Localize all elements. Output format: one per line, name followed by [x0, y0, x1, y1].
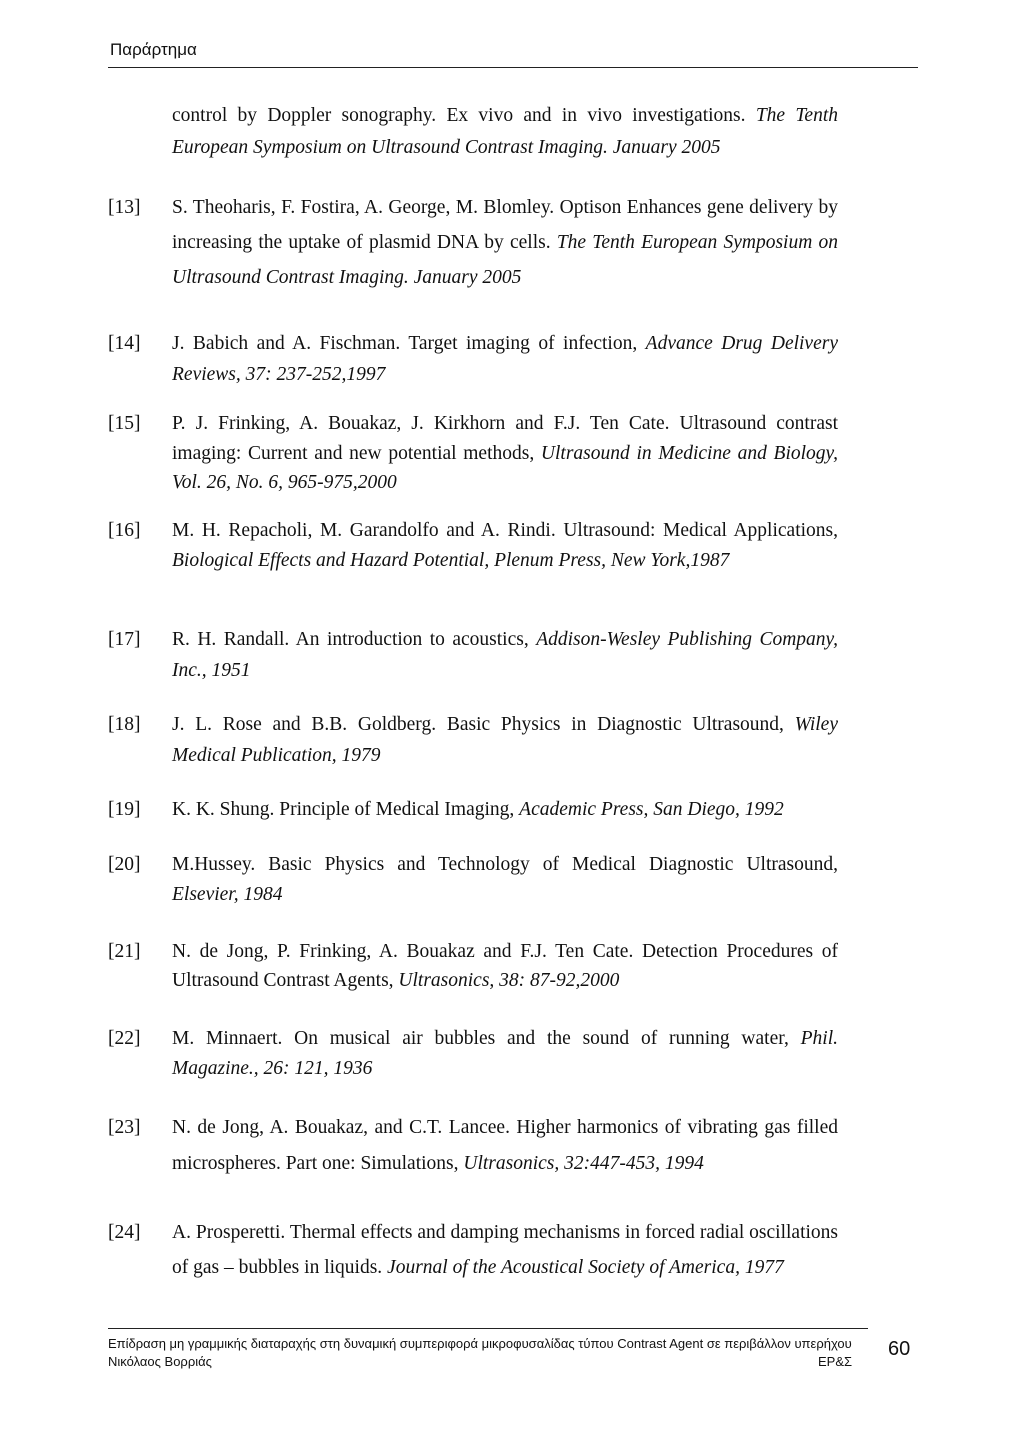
reference-number: [13] — [108, 197, 141, 218]
footer-author: Νικόλαος Βορριάς — [108, 1354, 212, 1369]
reference-citation: R. H. Randall. An introduction to acoustics, — [172, 629, 537, 650]
reference-text — [172, 1024, 838, 1084]
reference-text — [172, 1215, 838, 1285]
reference-citation: M. H. Repacholi, M. Garandolfo and A. Rindi. Ultrasound: Medical Applications, — [172, 520, 838, 541]
reference-source: Ultrasonics, 38: 87-92,2000 — [398, 970, 620, 991]
reference-number: [21] — [108, 941, 141, 962]
reference-source: Phil. Magazine., 26: 121, 1936 — [172, 1028, 838, 1079]
page-header-title: Παράρτημα — [110, 40, 197, 59]
reference-entry — [108, 100, 838, 164]
reference-citation: N. de Jong, P. Frinking, A. Bouakaz and F.J. Ten Cate. Detection Procedures of Ultrasound Contrast Agents, — [172, 941, 838, 991]
reference-number: [15] — [108, 413, 141, 434]
reference-text — [172, 190, 838, 295]
reference-text — [172, 624, 838, 686]
reference-entry — [108, 1110, 838, 1182]
reference-number: [19] — [108, 799, 141, 820]
reference-citation: J. Babich and A. Fischman. Target imaging of infection, — [172, 333, 646, 354]
reference-number: [17] — [108, 629, 141, 650]
reference-text — [172, 100, 838, 164]
reference-entry — [108, 794, 838, 825]
reference-source: The Tenth European Symposium on Ultrasound Contrast Imaging. January 2005 — [172, 105, 838, 158]
reference-citation: S. Theoharis, F. Fostira, A. George, M. Blomley. Optison Enhances gene delivery by increasing the uptake of plasmid DNA by cells. — [172, 197, 838, 253]
reference-entry — [108, 624, 838, 686]
reference-number: [16] — [108, 520, 141, 541]
reference-number: [22] — [108, 1028, 141, 1049]
page-number: 60 — [888, 1338, 911, 1360]
reference-source: Ultrasound in Medicine and Biology, Vol. 26, No. 6, 965-975,2000 — [172, 442, 838, 493]
reference-source: Addison-Wesley Publishing Company, Inc., 1951 — [172, 629, 838, 681]
reference-number: [18] — [108, 714, 141, 735]
reference-source: Elsevier, 1984 — [172, 884, 283, 905]
reference-entry — [108, 190, 838, 295]
reference-entry — [108, 328, 838, 390]
reference-text — [172, 328, 838, 390]
reference-number: [24] — [108, 1222, 141, 1243]
reference-source: Ultrasonics, 32:447-453, 1994 — [463, 1153, 704, 1174]
footer-divider — [108, 1328, 868, 1329]
reference-source: The Tenth European Symposium on Ultrasound Contrast Imaging. January 2005 — [172, 232, 838, 288]
reference-entry — [108, 409, 838, 498]
reference-citation: N. de Jong, A. Bouakaz, and C.T. Lancee. Higher harmonics of vibrating gas filled microspheres. Part one: Simulations, — [172, 1117, 838, 1174]
reference-citation: M. Minnaert. On musical air bubbles and the sound of running water, — [172, 1028, 801, 1049]
reference-source: Wiley Medical Publication, 1979 — [172, 714, 838, 766]
reference-number: [20] — [108, 854, 141, 875]
reference-entry — [108, 850, 838, 910]
reference-citation: control by Doppler sonography. Ex vivo and in vivo investigations. — [172, 105, 756, 126]
reference-citation: A. Prosperetti. Thermal effects and damping mechanisms in forced radial oscillations of gas – bubbles in liquids. — [172, 1222, 838, 1278]
reference-text — [172, 794, 838, 825]
reference-source: Advance Drug Delivery Reviews, 37: 237-252,1997 — [172, 333, 838, 385]
reference-entry — [108, 1024, 838, 1084]
reference-source: Journal of the Acoustical Society of America, 1977 — [387, 1257, 784, 1278]
reference-text — [172, 937, 838, 995]
reference-citation: M.Hussey. Basic Physics and Technology of Medical Diagnostic Ultrasound, — [172, 854, 838, 875]
header-divider — [108, 67, 918, 68]
reference-text — [172, 409, 838, 498]
reference-number: [23] — [108, 1117, 141, 1138]
footer-thesis-title: Επίδραση μη γραμμικής διαταραχής στη δυναμική συμπεριφορά μικροφυσαλίδας τύπου Contrast Agent σε περιβάλλον υπερήχου — [108, 1336, 852, 1351]
reference-text — [172, 709, 838, 771]
reference-entry — [108, 1215, 838, 1285]
reference-entry — [108, 516, 838, 575]
reference-citation: P. J. Frinking, A. Bouakaz, J. Kirkhorn and F.J. Ten Cate. Ultrasound contrast imaging: Current and new potential methods, — [172, 413, 838, 464]
reference-number — [108, 100, 172, 164]
reference-number: [14] — [108, 333, 141, 354]
reference-entry — [108, 709, 838, 771]
reference-source: Biological Effects and Hazard Potential, Plenum Press, New York,1987 — [172, 549, 730, 571]
reference-text — [172, 1110, 838, 1182]
reference-citation: J. L. Rose and B.B. Goldberg. Basic Physics in Diagnostic Ultrasound, — [172, 714, 795, 735]
footer-code: ΕΡ&Σ — [818, 1354, 853, 1369]
reference-source: Academic Press, San Diego, 1992 — [519, 799, 784, 820]
reference-text — [172, 516, 838, 575]
reference-entry — [108, 937, 838, 995]
reference-citation: K. K. Shung. Principle of Medical Imaging, — [172, 799, 520, 820]
reference-text — [172, 850, 838, 910]
